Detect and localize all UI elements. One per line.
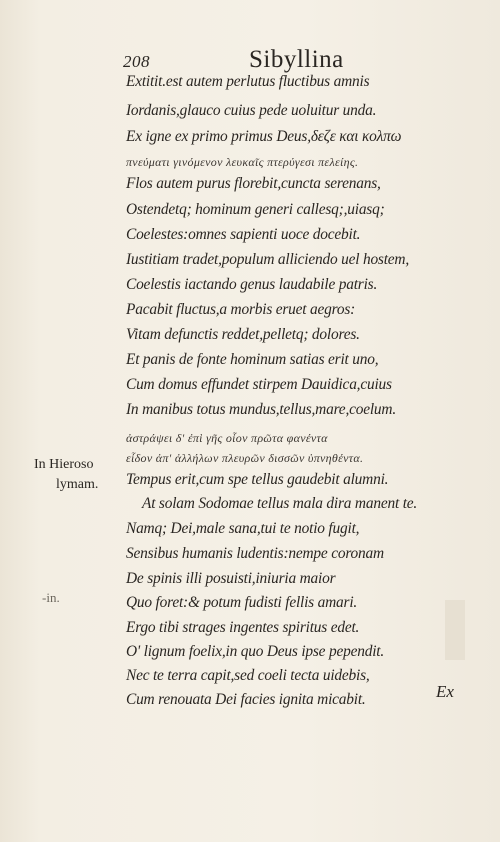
page-header <box>123 44 453 74</box>
verse-line: Coelestis iactando genus laudabile patris. <box>126 276 378 293</box>
left-margin-mark: -in. <box>42 590 60 605</box>
verse-line: Pacabit fluctus,a morbis eruet aegros: <box>126 301 356 318</box>
verse-line: At solam Sodomae tellus mala dira manent te. <box>142 495 418 512</box>
verse-line: Quo foret:& potum fudisti fellis amari. <box>126 594 358 611</box>
verse-line: Ostendetq; hominum generi callesq;,uiasq; <box>126 201 385 218</box>
verse-line: O' lignum foelix,in quo Deus ipse pependit. <box>126 643 385 660</box>
verse-line: Iustitiam tradet,populum alliciendo uel hostem, <box>126 251 409 268</box>
verse-line: Tempus erit,cum spe tellus gaudebit alumni. <box>126 471 389 488</box>
verse-line: Extitit.est autem perlutus fluctibus amnis <box>126 73 370 90</box>
verse-line: πνεύματι γινόμενον λευκαῖς πτερύγεσι πελείης. <box>126 155 359 169</box>
verse-line: De spinis illi posuisti,iniuria maior <box>126 570 336 587</box>
verse-line: Nec te terra capit,sed coeli tecta uidebis, <box>126 667 370 684</box>
verse-line: Iordanis,glauco cuius pede uoluitur unda. <box>126 102 377 119</box>
verse-line: Vitam defunctis reddet,pelletq; dolores. <box>126 326 360 343</box>
verse-line: Flos autem purus florebit,cuncta serenans, <box>126 175 381 192</box>
marginal-note <box>34 455 122 495</box>
verse-line: Cum renouata Dei facies ignita micabit. <box>126 691 366 708</box>
verse-line: Cum domus effundet stirpem Dauidica,cuius <box>126 376 392 393</box>
marginal-note-line-2: lymam. <box>56 477 99 492</box>
verse-line: εἶδον ἀπ' ἀλλήλων πλευρῶν δισσῶν ὑπνηθέντα. <box>126 451 364 465</box>
verse-line: Coelestes:omnes sapienti uoce docebit. <box>126 226 361 243</box>
verse-line: Ex igne ex primo primus Deus,δεζε και κολπω <box>126 128 402 145</box>
running-head: Sibyllina <box>249 46 344 73</box>
verse-line: Sensibus humanis ludentis:nempe coronam <box>126 545 384 562</box>
marginal-note-line-1: In Hieroso <box>34 457 94 472</box>
verse-line: Ergo tibi strages ingentes spiritus edet. <box>126 619 360 636</box>
page-number: 208 <box>123 52 150 71</box>
paper-repair-patch <box>445 600 465 660</box>
verse-line: Namq; Dei,male sana,tui te notio fugit, <box>126 520 360 537</box>
verse-line: In manibus totus mundus,tellus,mare,coelum. <box>126 401 396 418</box>
verse-line: ἀστράψει δ' ἐπὶ γῆς οἷον πρῶτα φανέντα <box>126 431 328 445</box>
verse-line: Et panis de fonte hominum satias erit uno, <box>126 351 379 368</box>
catchword: Ex <box>436 682 454 701</box>
